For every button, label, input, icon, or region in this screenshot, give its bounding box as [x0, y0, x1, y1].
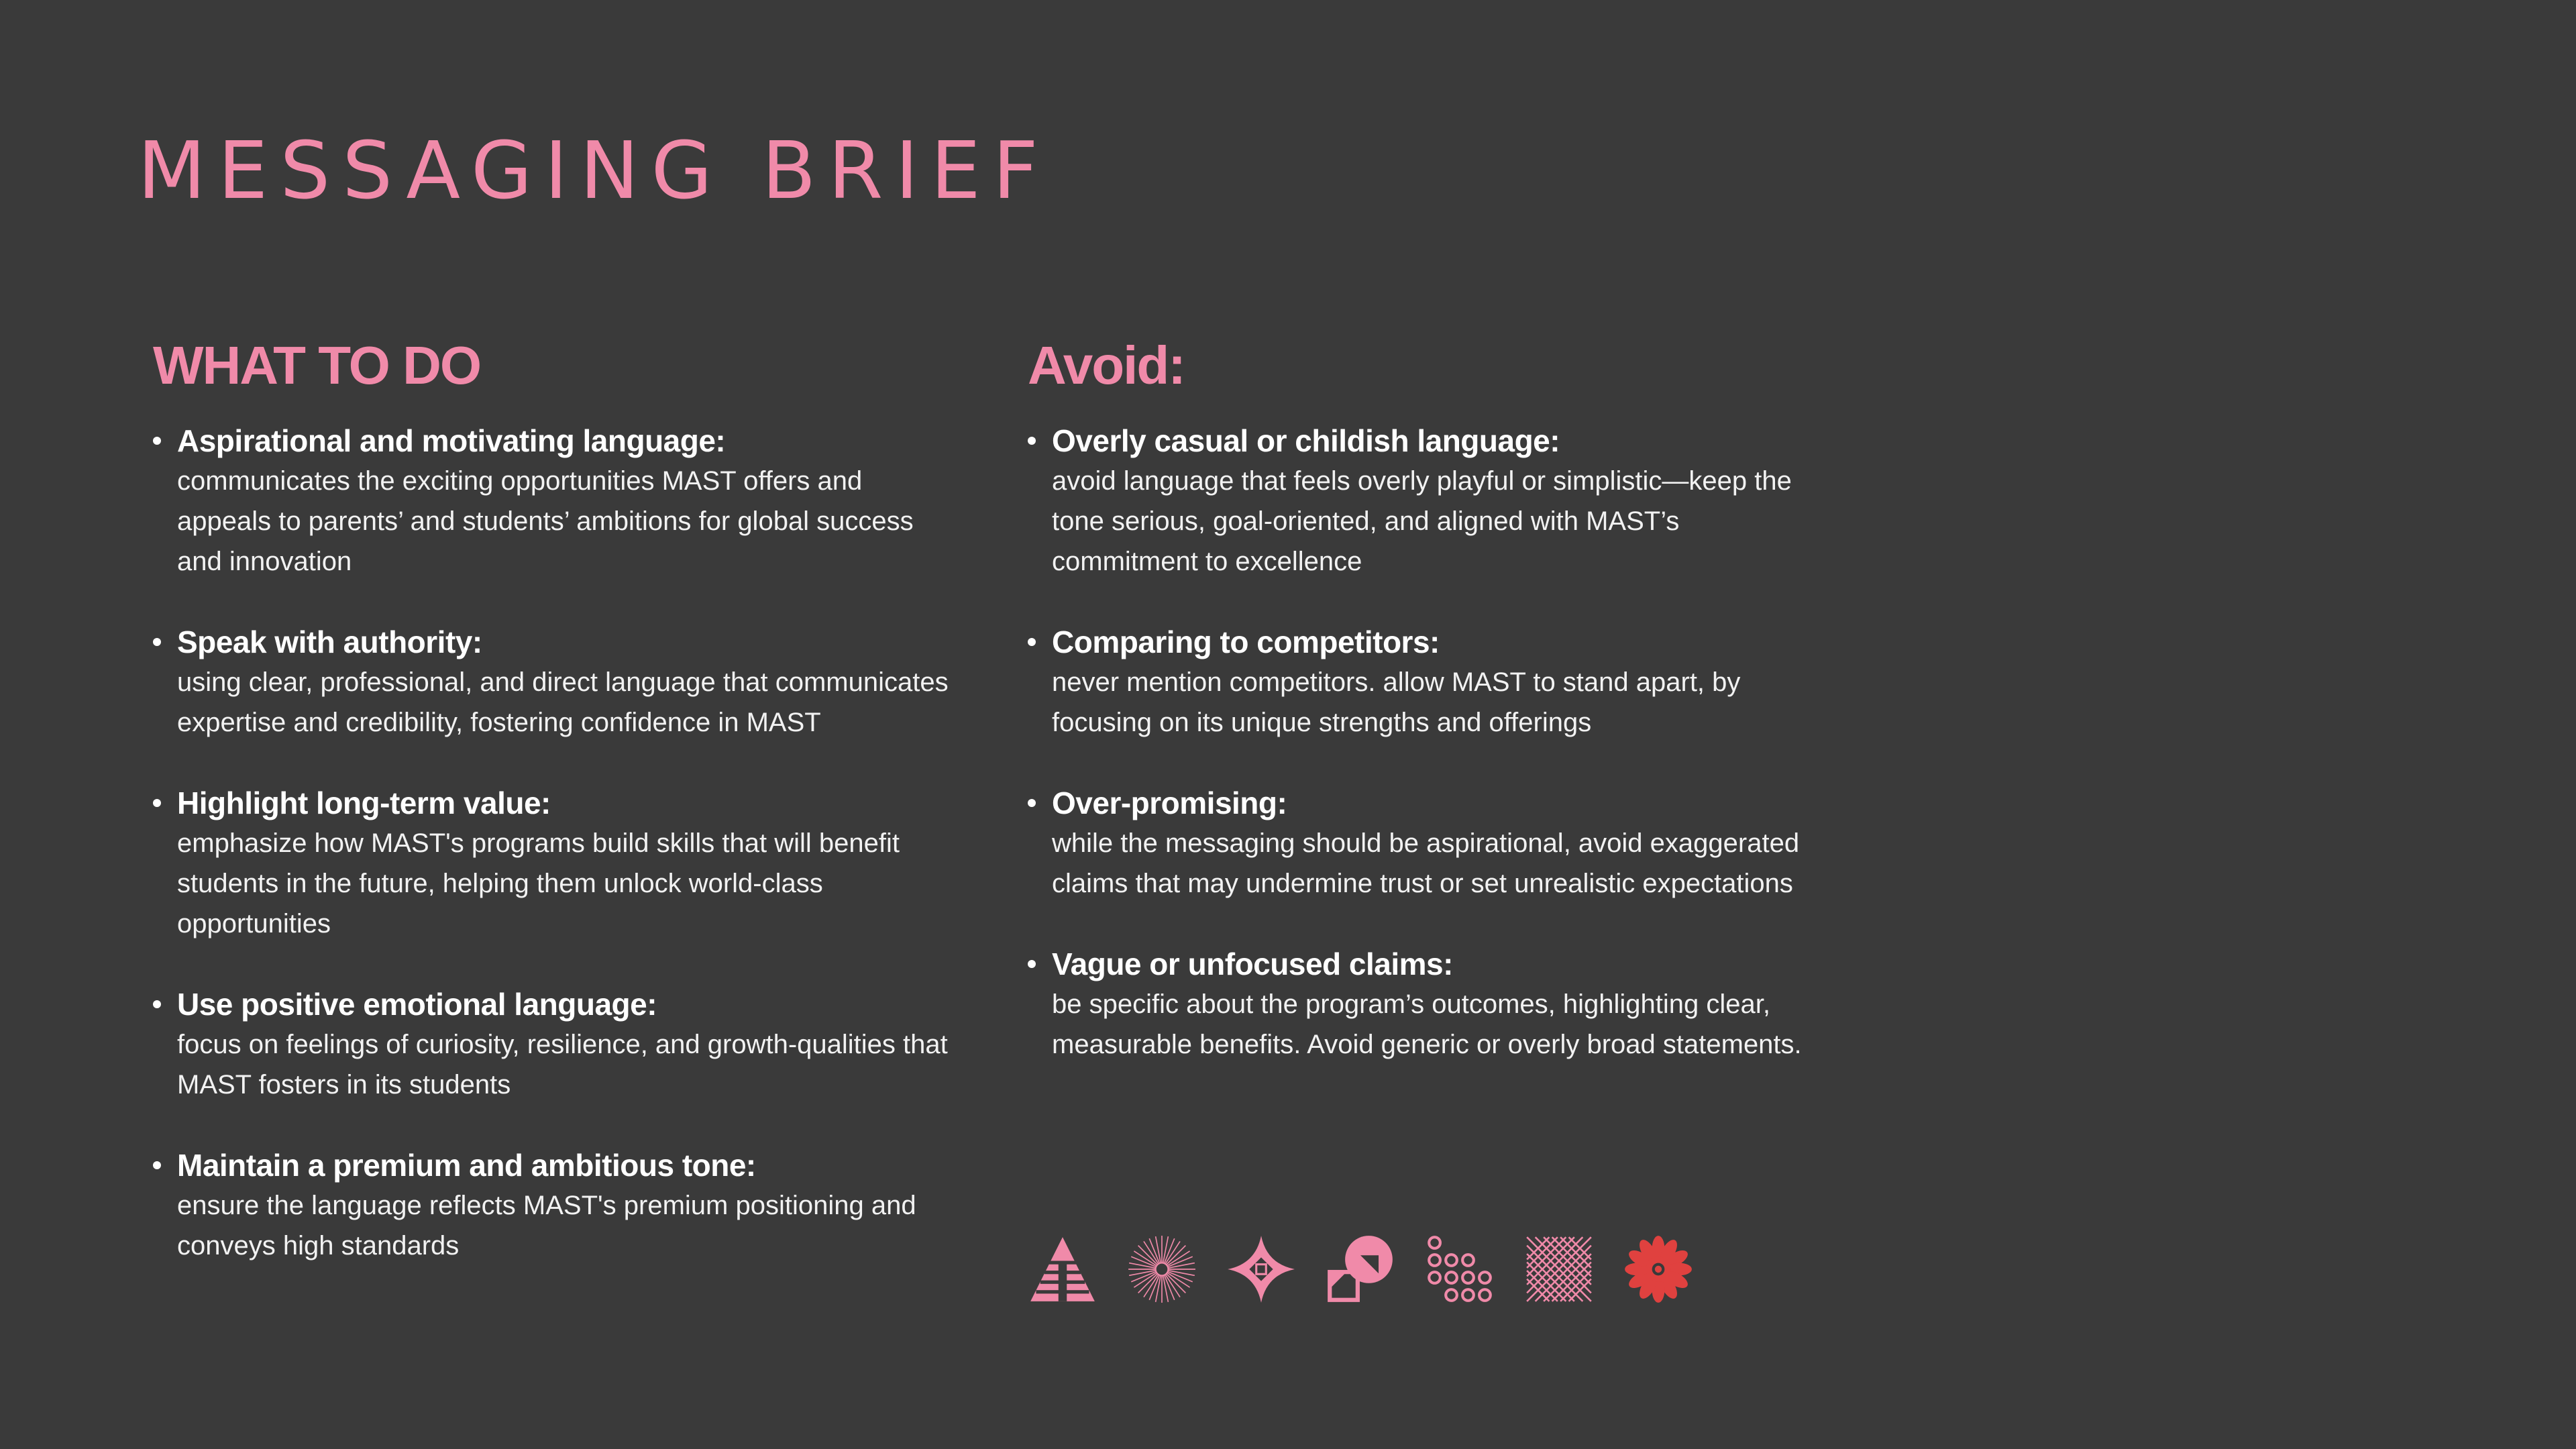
- list-item: [153, 984, 958, 1105]
- item-description: while the messaging should be aspirational, avoid exaggerated claims that may undermine trust or set unrealistic expectations: [1052, 828, 1800, 898]
- list-item: [153, 783, 958, 944]
- item-description: communicates the exciting opportunities MAST offers and appeals to parents’ and students’ ambitions for global success and innovation: [177, 466, 914, 576]
- item-title: Speak with authority:: [177, 625, 482, 659]
- avoid-column: [1028, 335, 1819, 1105]
- lattice-icon: [1524, 1234, 1594, 1304]
- item-title: Overly casual or childish language:: [1052, 423, 1560, 458]
- avoid-list: [1028, 421, 1819, 1065]
- list-item: [153, 622, 958, 743]
- list-item: [153, 1145, 958, 1266]
- list-item: [153, 421, 958, 582]
- item-description: emphasize how MAST's programs build skills that will benefit students in the future, helping them unlock world-class opportunities: [177, 828, 900, 938]
- item-description: ensure the language reflects MAST's premium positioning and conveys high standards: [177, 1191, 916, 1260]
- what-to-do-list: [153, 421, 958, 1266]
- item-description: focus on feelings of curiosity, resilience, and growth-qualities that MAST fosters in its students: [177, 1030, 948, 1099]
- sunburst-icon: [1127, 1234, 1197, 1304]
- brand-icon-row: [1028, 1234, 1693, 1304]
- item-description: never mention competitors. allow MAST to stand apart, by focusing on its unique strengths and offerings: [1052, 667, 1741, 737]
- item-title: Vague or unfocused claims:: [1052, 947, 1453, 981]
- list-item: [1028, 944, 1819, 1065]
- dot-grid-icon: [1425, 1234, 1495, 1304]
- item-title: Highlight long-term value:: [177, 786, 551, 820]
- what-to-do-heading: WHAT TO DO: [153, 335, 481, 395]
- flower-icon: [1623, 1234, 1693, 1304]
- avoid-heading: Avoid:: [1028, 335, 1185, 395]
- item-description: using clear, professional, and direct language that communicates expertise and credibility, fostering confidence in MAST: [177, 667, 949, 737]
- item-title: Aspirational and motivating language:: [177, 423, 726, 458]
- item-description: be specific about the program’s outcomes, highlighting clear, measurable benefits. Avoid generic or overly broad statements.: [1052, 989, 1802, 1059]
- page-title: MESSAGING BRIEF: [138, 124, 1051, 217]
- four-point-star-icon: [1226, 1234, 1296, 1304]
- item-title: Comparing to competitors:: [1052, 625, 1440, 659]
- circle-square-icon: [1326, 1234, 1395, 1304]
- item-title: Maintain a premium and ambitious tone:: [177, 1148, 756, 1183]
- pyramid-icon: [1028, 1234, 1097, 1304]
- list-item: [1028, 622, 1819, 743]
- item-title: Use positive emotional language:: [177, 987, 657, 1022]
- list-item: [1028, 783, 1819, 904]
- list-item: [1028, 421, 1819, 582]
- what-to-do-column: [153, 335, 958, 1306]
- item-description: avoid language that feels overly playful or simplistic—keep the tone serious, goal-oriented, and aligned with MAST’s commitment to excellence: [1052, 466, 1792, 576]
- item-title: Over-promising:: [1052, 786, 1287, 820]
